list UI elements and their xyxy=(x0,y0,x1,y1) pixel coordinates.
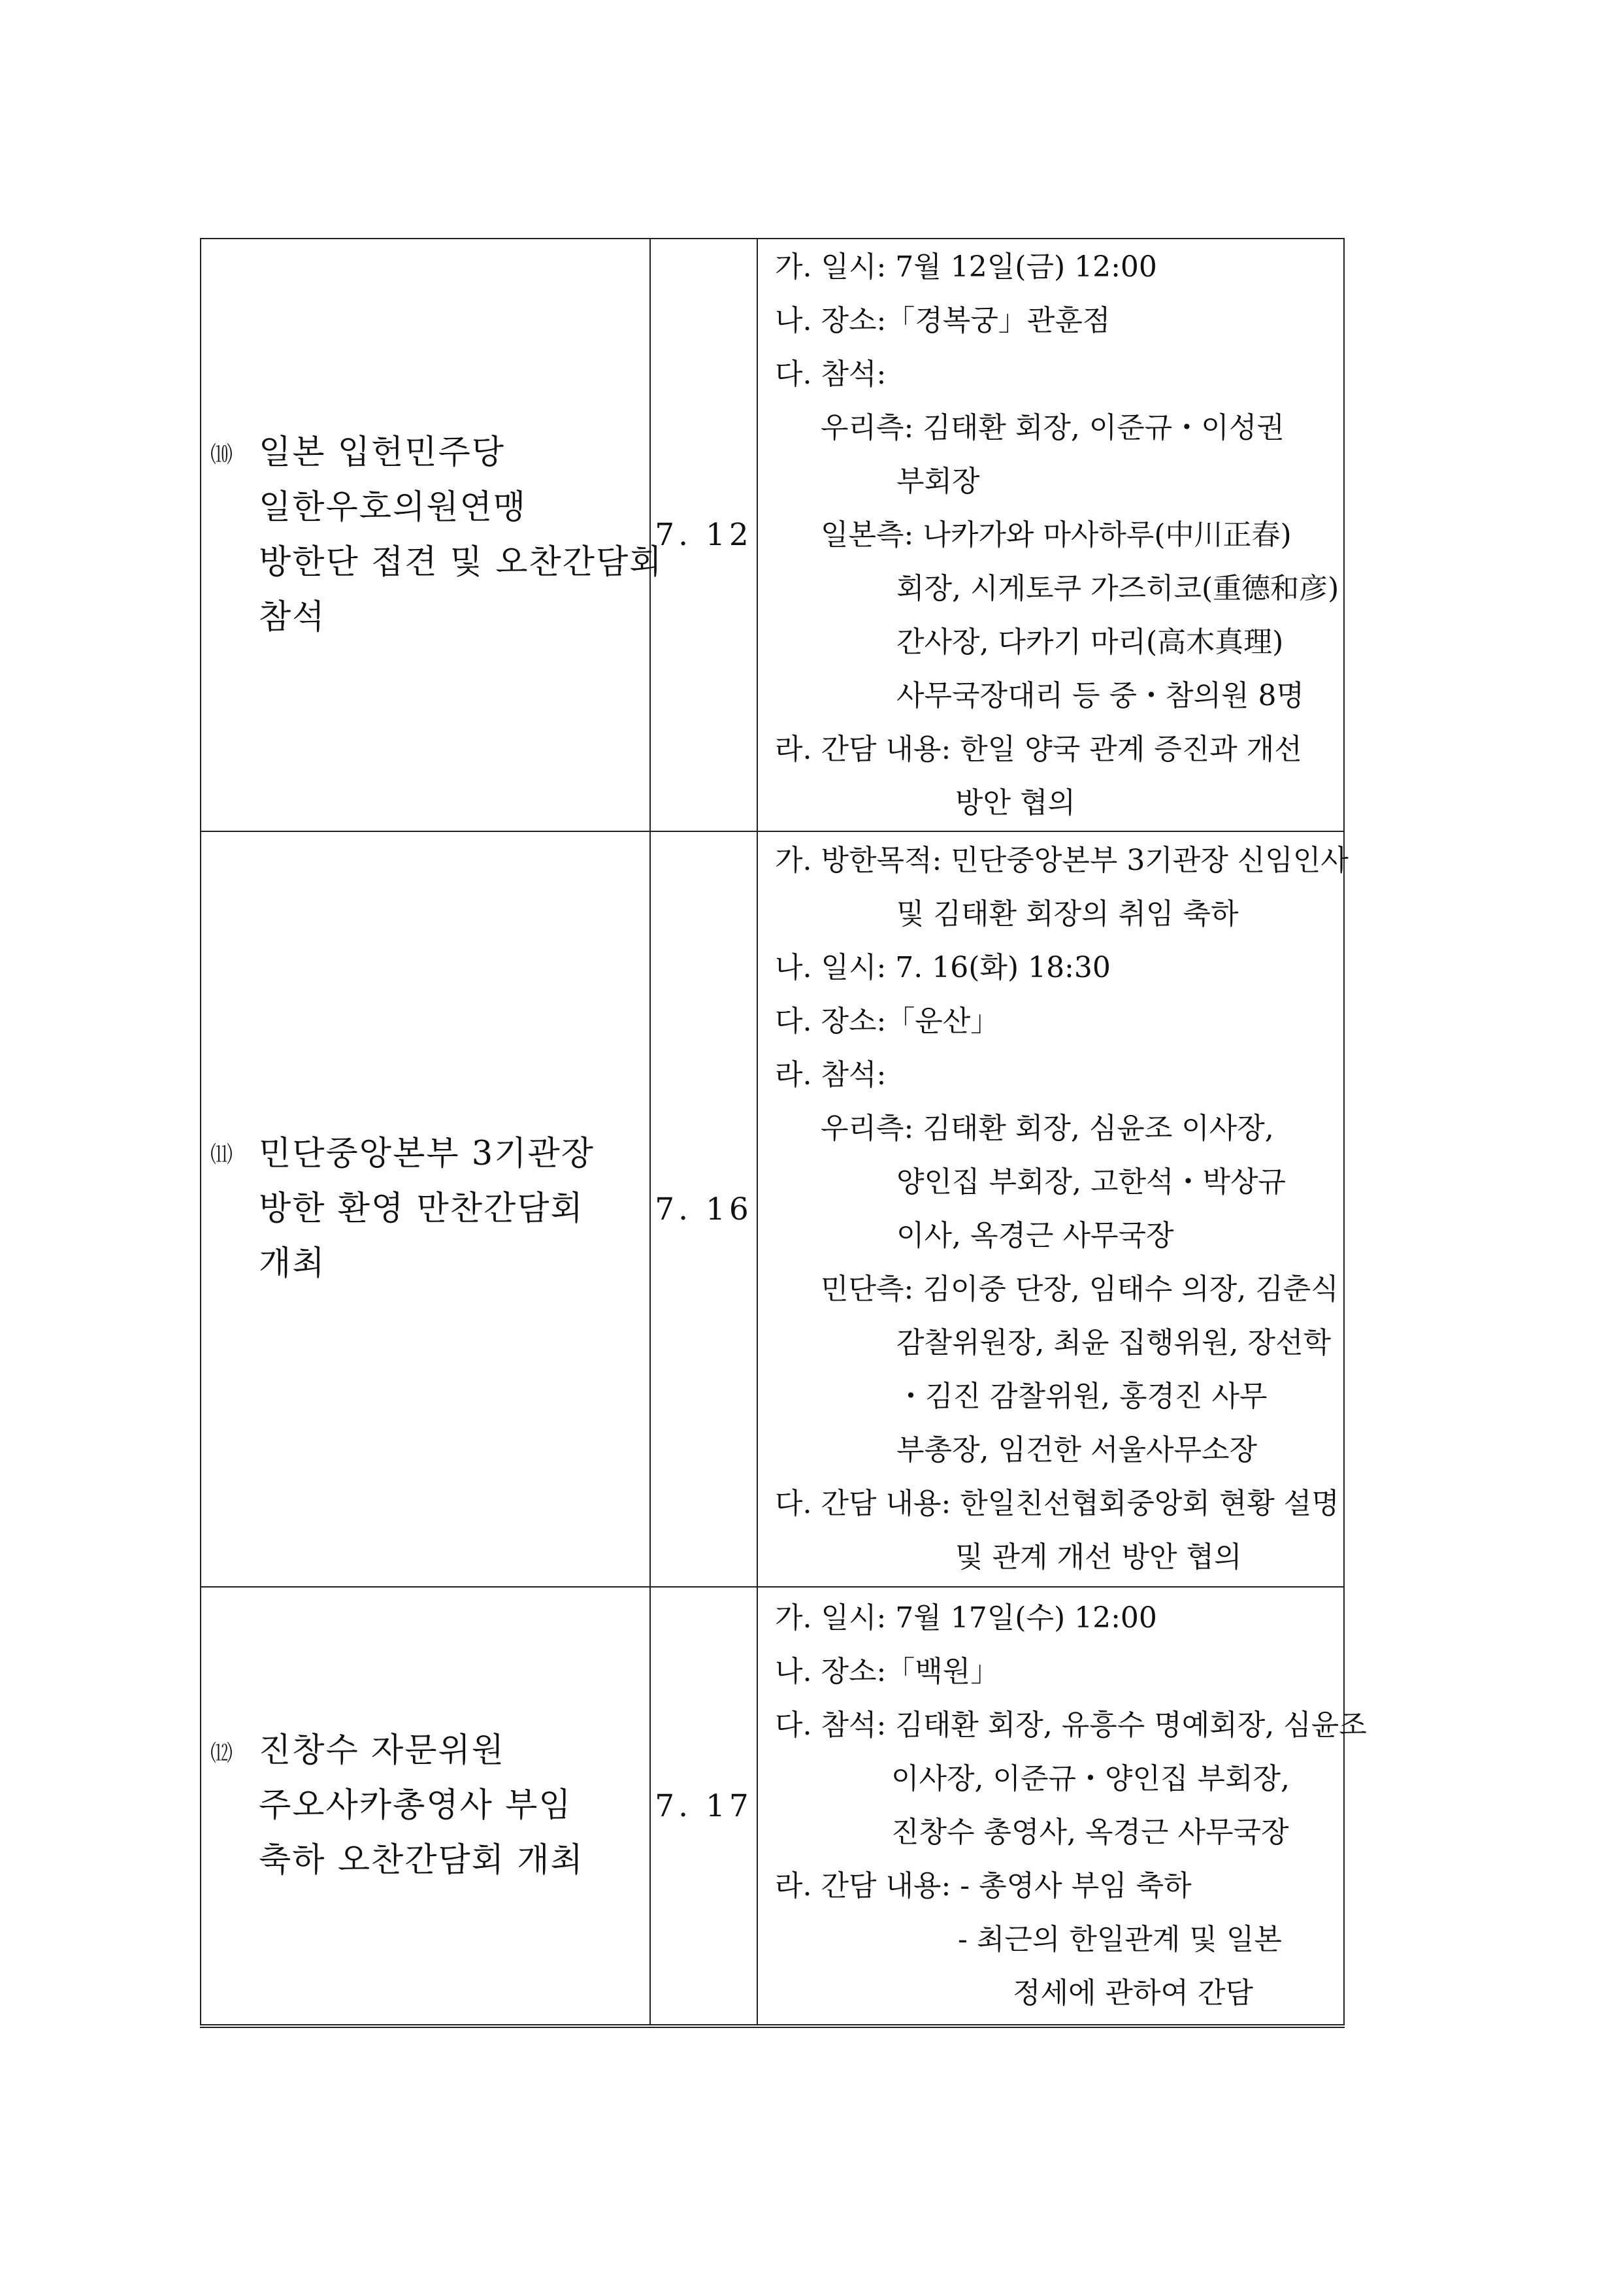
event-details xyxy=(757,239,1344,831)
detail-line: 및 김태환 회장의 취임 축하 xyxy=(896,897,1239,931)
detail-line: 일본측: 나카가와 마사하루(中川正春) xyxy=(821,518,1292,552)
event-number: ⑽ xyxy=(210,442,233,468)
event-number: ⑿ xyxy=(210,1740,233,1767)
event-title-line: 일본 입헌민주당 xyxy=(259,433,506,472)
detail-line: 가. 방한목적: 민단중앙본부 3기관장 신임인사 xyxy=(775,844,1349,877)
detail-line: 나. 장소:「백원」 xyxy=(775,1655,1000,1688)
detail-line: 나. 장소:「경복궁」관훈점 xyxy=(775,303,1111,337)
detail-line: 사무국장대리 등 중・참의원 8명 xyxy=(896,678,1304,712)
event-title-line: 방한단 접견 및 오찬간담회 xyxy=(259,542,663,582)
detail-line: 우리측: 김태환 회장, 심윤조 이사장, xyxy=(821,1112,1274,1145)
event-title-cell xyxy=(201,831,650,1587)
table-row xyxy=(201,831,1344,1587)
event-title-line: 방한 환영 만찬간담회 xyxy=(259,1190,584,1228)
detail-line: 라. 간담 내용: - 총영사 부임 축하 xyxy=(775,1869,1192,1903)
detail-line: 민단측: 김이중 단장, 임태수 의장, 김춘식 xyxy=(821,1273,1339,1306)
detail-line: ・김진 감찰위원, 홍경진 사무 xyxy=(896,1380,1268,1413)
detail-line: 감찰위원장, 최윤 집행위원, 장선학 xyxy=(896,1326,1331,1359)
detail-line: 진창수 총영사, 옥경근 사무국장 xyxy=(891,1816,1289,1849)
detail-line: 간사장, 다카기 마리(高木真理) xyxy=(896,625,1284,659)
detail-line: 다. 장소:「운산」 xyxy=(775,1005,1000,1038)
event-details xyxy=(757,1587,1367,2026)
detail-line: 부총장, 임건한 서울사무소장 xyxy=(896,1433,1258,1467)
event-title-line: 진창수 자문위원 xyxy=(259,1731,506,1770)
detail-line: 방안 협의 xyxy=(955,786,1076,820)
schedule-table xyxy=(200,238,1367,2028)
event-title-line: 주오사카총영사 부임 xyxy=(259,1786,572,1825)
detail-line: 다. 간담 내용: 한일친선협회중앙회 현황 설명 xyxy=(775,1487,1339,1520)
event-title-line: 축하 오찬간담회 개최 xyxy=(259,1841,584,1880)
detail-line: 및 관계 개선 방안 협의 xyxy=(955,1540,1242,1574)
event-details xyxy=(757,831,1349,1587)
detail-line: 정세에 관하여 간담 xyxy=(1013,1976,1254,2010)
event-title-cell xyxy=(201,1587,650,2026)
detail-line: 부회장 xyxy=(896,464,980,498)
event-date: 7. 17 xyxy=(650,1587,757,2026)
event-date: 7. 16 xyxy=(650,831,757,1587)
detail-line: 가. 일시: 7월 17일(수) 12:00 xyxy=(775,1601,1157,1635)
detail-line: 이사장, 이준규・양인집 부회장, xyxy=(891,1762,1290,1795)
detail-line: 라. 참석: xyxy=(775,1058,887,1091)
event-date: 7. 12 xyxy=(650,239,757,831)
event-title-line: 일한우호의원연맹 xyxy=(259,488,527,527)
detail-line: 회장, 시게토쿠 가즈히코(重德和彦) xyxy=(896,571,1339,605)
detail-line: 다. 참석: 김태환 회장, 유흥수 명예회장, 심윤조 xyxy=(775,1708,1367,1742)
table-row xyxy=(201,1587,1344,2026)
detail-line: 우리측: 김태환 회장, 이준규・이성권 xyxy=(821,410,1285,444)
event-title-line: 참석 xyxy=(259,597,326,637)
detail-line: 라. 간담 내용: 한일 양국 관계 증진과 개선 xyxy=(775,732,1302,766)
detail-line: 나. 일시: 7. 16(화) 18:30 xyxy=(775,951,1111,984)
event-number: ⑾ xyxy=(210,1142,233,1168)
event-title-cell xyxy=(201,239,663,831)
event-title-line: 개최 xyxy=(259,1244,326,1283)
detail-line: 가. 일시: 7월 12일(금) 12:00 xyxy=(775,250,1157,284)
detail-line: - 최근의 한일관계 및 일본 xyxy=(958,1923,1282,1956)
detail-line: 양인집 부회장, 고한석・박상규 xyxy=(896,1165,1287,1199)
event-title-line: 민단중앙본부 3기관장 xyxy=(259,1135,595,1173)
detail-line: 다. 참석: xyxy=(775,357,887,391)
table-row xyxy=(201,239,1344,831)
detail-line: 이사, 옥경근 사무국장 xyxy=(896,1219,1174,1252)
